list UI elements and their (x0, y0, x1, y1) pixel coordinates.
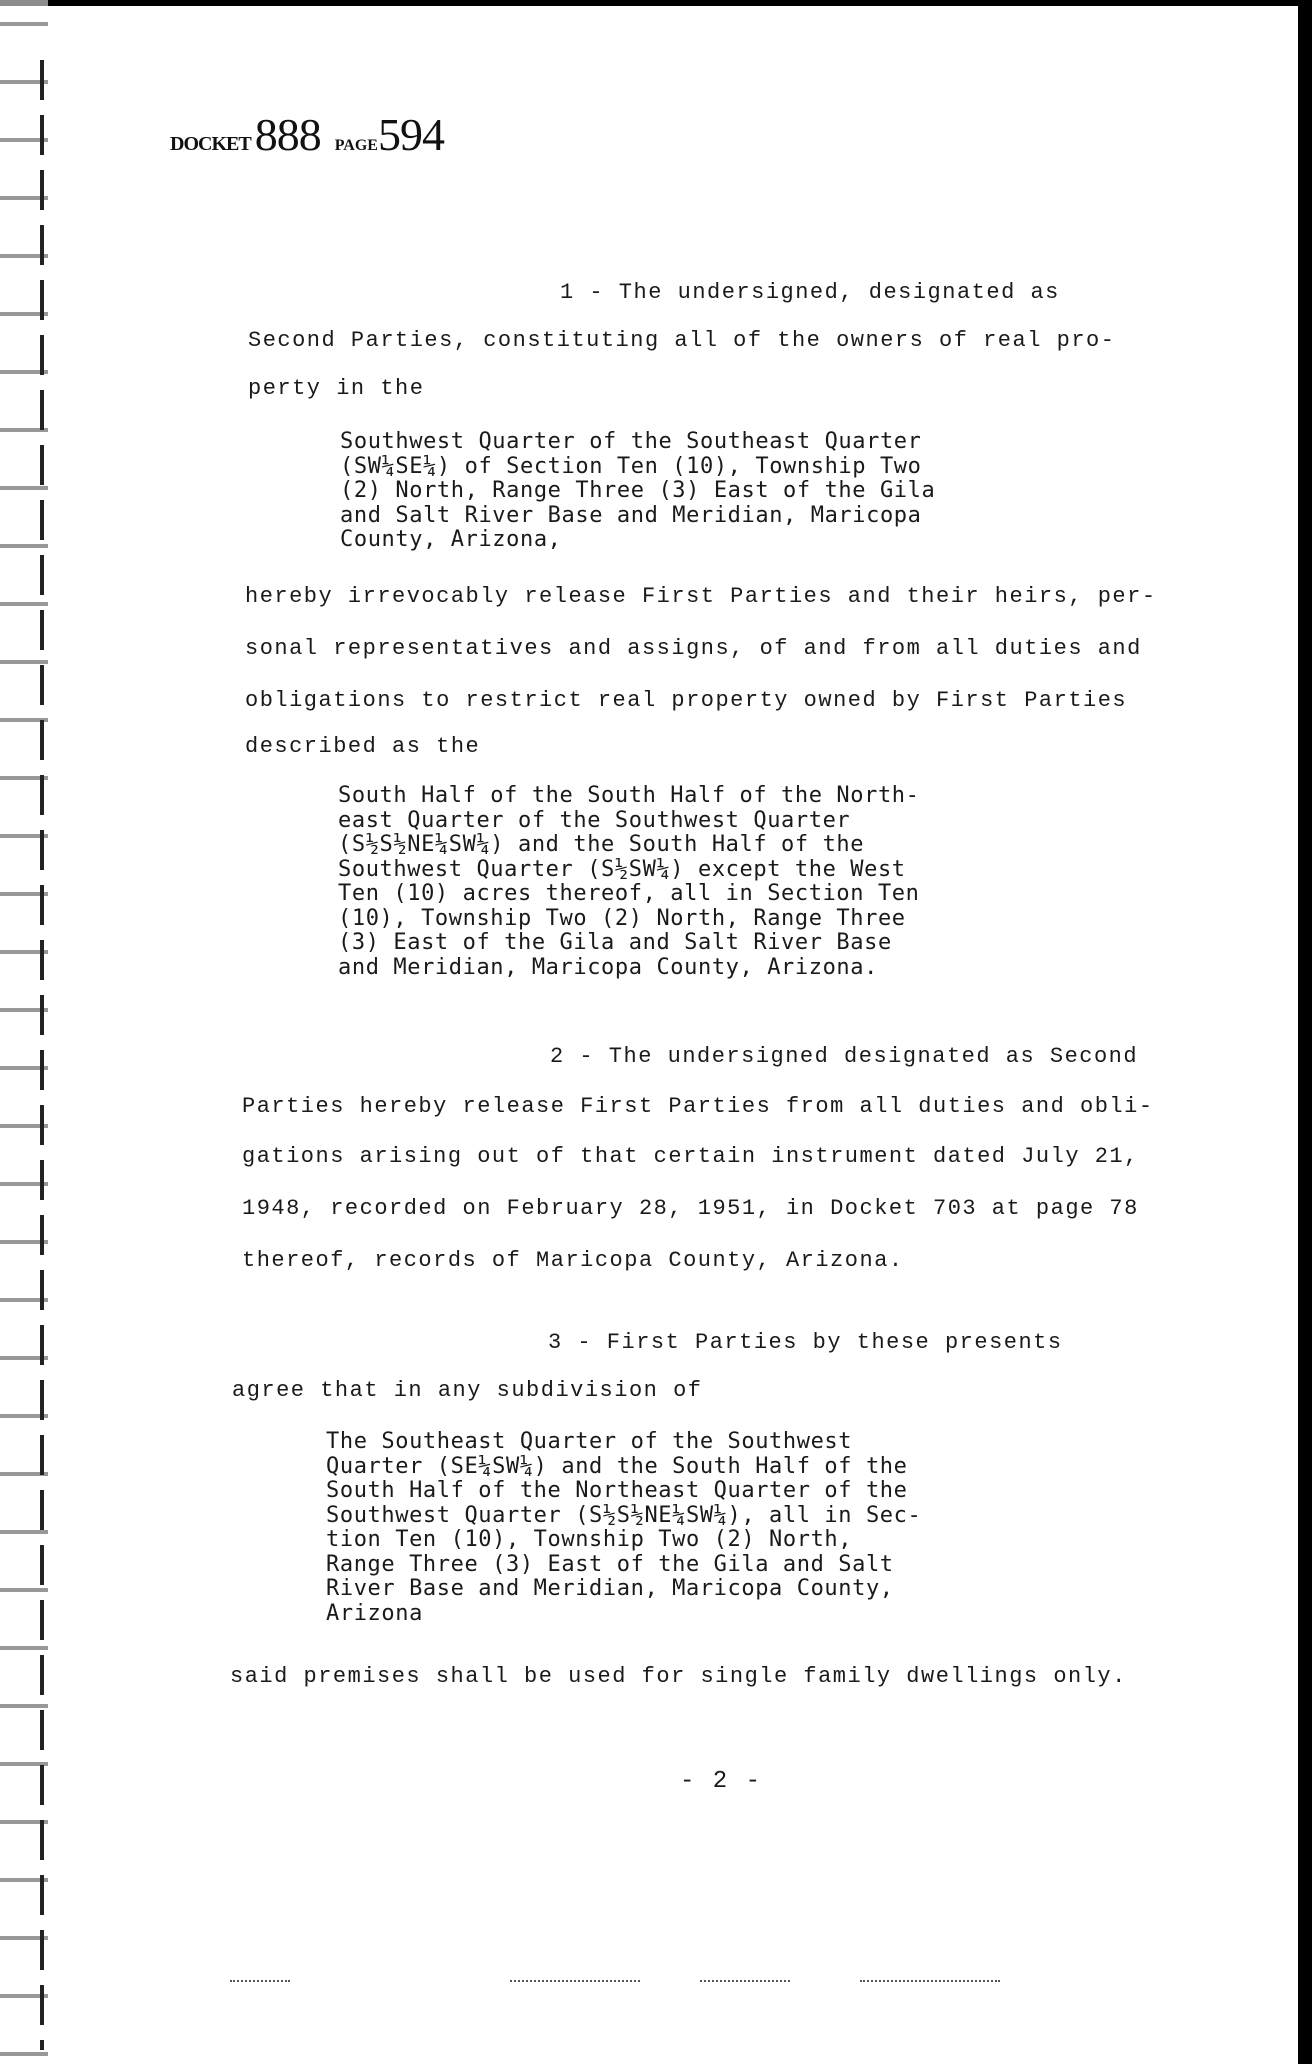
paragraph-3-line-2: agree that in any subdivision of (232, 1378, 703, 1403)
closing-line: said premises shall be used for single family dwellings only. (230, 1664, 1127, 1689)
scan-binding-marks (40, 60, 44, 2050)
scan-edge-right (1298, 0, 1312, 2064)
scan-edge-top (0, 0, 1312, 6)
docket-stamp (170, 108, 444, 161)
property-description-3: The Southeast Quarter of the Southwest Quarter (SE¼SW¼) and the South Half of the South Half of the Northeast Quarter of the Southwest Quarter (S½S½NE¼SW¼), all in Sec- tion Ten (10), Township Two (2) North, Range Three (3) East of the Gila and Salt River Base and Meridian, Maricopa County, Arizona (326, 1429, 922, 1626)
paragraph-2-line-3: gations arising out of that certain instrument dated July 21, (242, 1144, 1139, 1169)
paragraph-1-line-3: perty in the (248, 376, 425, 401)
paragraph-2-line-1: 2 - The undersigned designated as Second (550, 1044, 1139, 1069)
docket-label: DOCKET (170, 133, 251, 155)
paragraph-2-line-5: thereof, records of Maricopa County, Arizona. (242, 1248, 904, 1273)
scan-artifact-dots (860, 1980, 1000, 1982)
paragraph-1-continuation-4: described as the (245, 734, 481, 759)
paragraph-2-line-2: Parties hereby release First Parties from all duties and obli- (242, 1094, 1154, 1119)
property-description-2: South Half of the South Half of the North- east Quarter of the Southwest Quarter (S½S½NE¼SW¼) and the South Half of the Southwest Quarter (S½SW¼) except the West Ten (10) acres thereof, all in Section Ten (10), Township Two (2) North, Range Three (3) East of the Gila and Salt River Base and Meridian, Maricopa County, Arizona. (338, 783, 920, 980)
paragraph-3-line-1: 3 - First Parties by these presents (548, 1330, 1063, 1355)
page-label: PAGE (334, 137, 378, 154)
paragraph-1-continuation-2: sonal representatives and assigns, of and from all duties and (245, 636, 1142, 661)
scan-artifact-dots (510, 1980, 640, 1982)
property-description-1: Southwest Quarter of the Southeast Quarter (SW¼SE¼) of Section Ten (10), Township Two (2) North, Range Three (3) East of the Gila and Salt River Base and Meridian, Maricopa County, Arizona, (340, 429, 936, 552)
paragraph-1-continuation-3: obligations to restrict real property owned by First Parties (245, 688, 1128, 713)
scan-artifact-dots (230, 1980, 290, 1982)
docket-number: 888 (254, 109, 321, 160)
scan-artifact-dots (700, 1980, 790, 1982)
paragraph-2-line-4: 1948, recorded on February 28, 1951, in Docket 703 at page 78 (242, 1196, 1139, 1221)
paragraph-1-line-1: 1 - The undersigned, designated as (560, 280, 1060, 305)
paragraph-1-continuation-1: hereby irrevocably release First Parties and their heirs, per- (245, 584, 1157, 609)
page-footer-number: - 2 - (680, 1768, 763, 1795)
paragraph-1-line-2: Second Parties, constituting all of the owners of real pro- (248, 328, 1116, 353)
page-number-stamp: 594 (377, 109, 444, 160)
